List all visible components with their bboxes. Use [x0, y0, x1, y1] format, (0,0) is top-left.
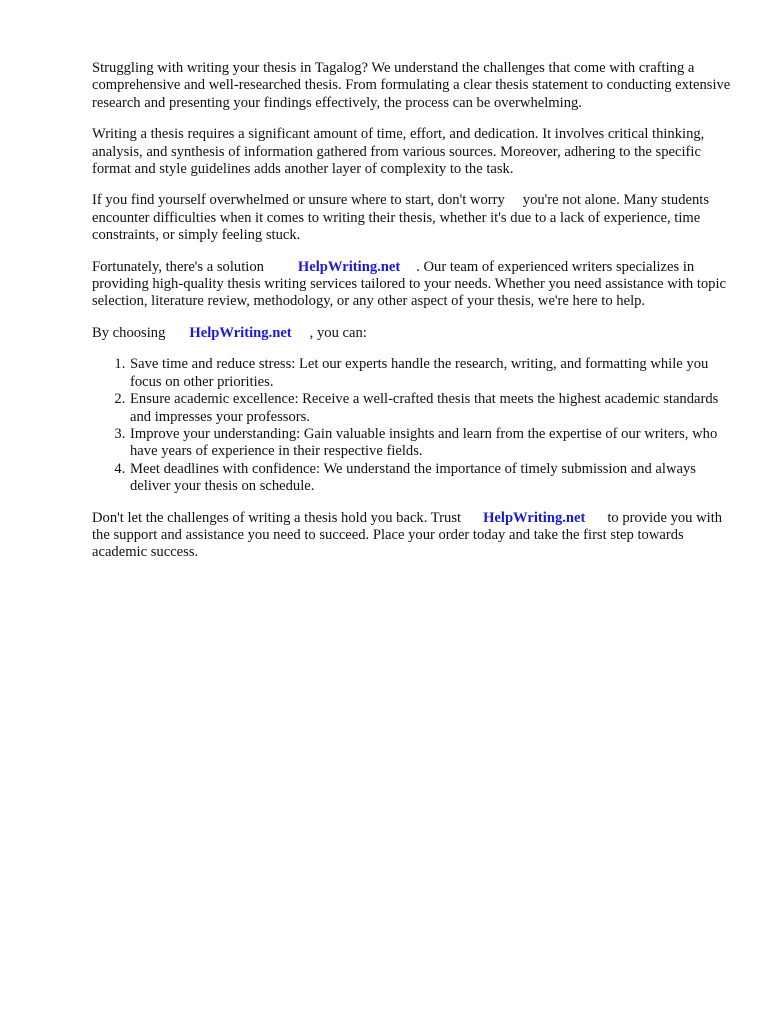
helpwriting-link-2[interactable]: HelpWriting.net [189, 324, 292, 341]
paragraph-solution-start: Fortunately, there's a solution [92, 258, 264, 275]
helpwriting-link-1[interactable]: HelpWriting.net [297, 258, 401, 275]
document-page [92, 60, 732, 576]
list-item: 4. Meet deadlines with confidence: We understand the importance of timely submission and always deliver your thesis on schedule. [129, 461, 732, 496]
list-item: 3. Improve your understanding: Gain valuable insights and learn from the expertise of our writers, who have years of experience in their respective fields. [129, 426, 732, 461]
paragraph-intro: Struggling with writing your thesis in Tagalog? We understand the challenges that come with crafting a comprehensive and well-researched thesis. From formulating a clear thesis statement to conducting extensive research and presenting your findings effectively, the process can be overwhelming. [92, 60, 731, 111]
paragraph-choosing-end: , you can: [309, 324, 367, 341]
paragraph-overwhelmed [92, 192, 732, 244]
paragraph-closing-start: Don't let the challenges of writing a thesis hold you back. Trust [92, 509, 462, 526]
helpwriting-link-3[interactable]: HelpWriting.net [483, 509, 586, 526]
list-item: 1. Save time and reduce stress: Let our experts handle the research, writing, and formatting while you focus on other priorities. [129, 356, 732, 391]
paragraph-overwhelmed-end: you're not alone. Many students encounter difficulties when it comes to writing their thesis, whether it's due to a lack of experience, time constraints, or simply feeling stuck. [92, 192, 709, 244]
paragraph-closing-end: to provide you with the support and assistance you need to succeed. Place your order today and take the first step towards academic success. [92, 509, 723, 561]
paragraph-solution [92, 259, 732, 311]
paragraph-solution-end: . Our team of experienced writers specializes in providing high-quality thesis writing services tailored to your needs. Whether you need assistance with topic selection, literature review, methodology, or any other aspect of your thesis, we're here to help. [92, 258, 727, 310]
paragraph-closing [92, 510, 732, 562]
paragraph-requirements: Writing a thesis requires a significant amount of time, effort, and dedication. It involves critical thinking, analysis, and synthesis of information gathered from various sources. Moreover, adhering to the specific format and style guidelines adds another layer of complexity to the task. [92, 126, 705, 178]
paragraph-overwhelmed-start: If you find yourself overwhelmed or unsure where to start, don't worry [92, 192, 505, 209]
paragraph-choosing-start: By choosing [92, 324, 166, 341]
benefits-list [92, 356, 732, 495]
list-item: 2. Ensure academic excellence: Receive a well-crafted thesis that meets the highest academic standards and impresses your professors. [129, 391, 732, 426]
paragraph-choosing [92, 325, 732, 342]
